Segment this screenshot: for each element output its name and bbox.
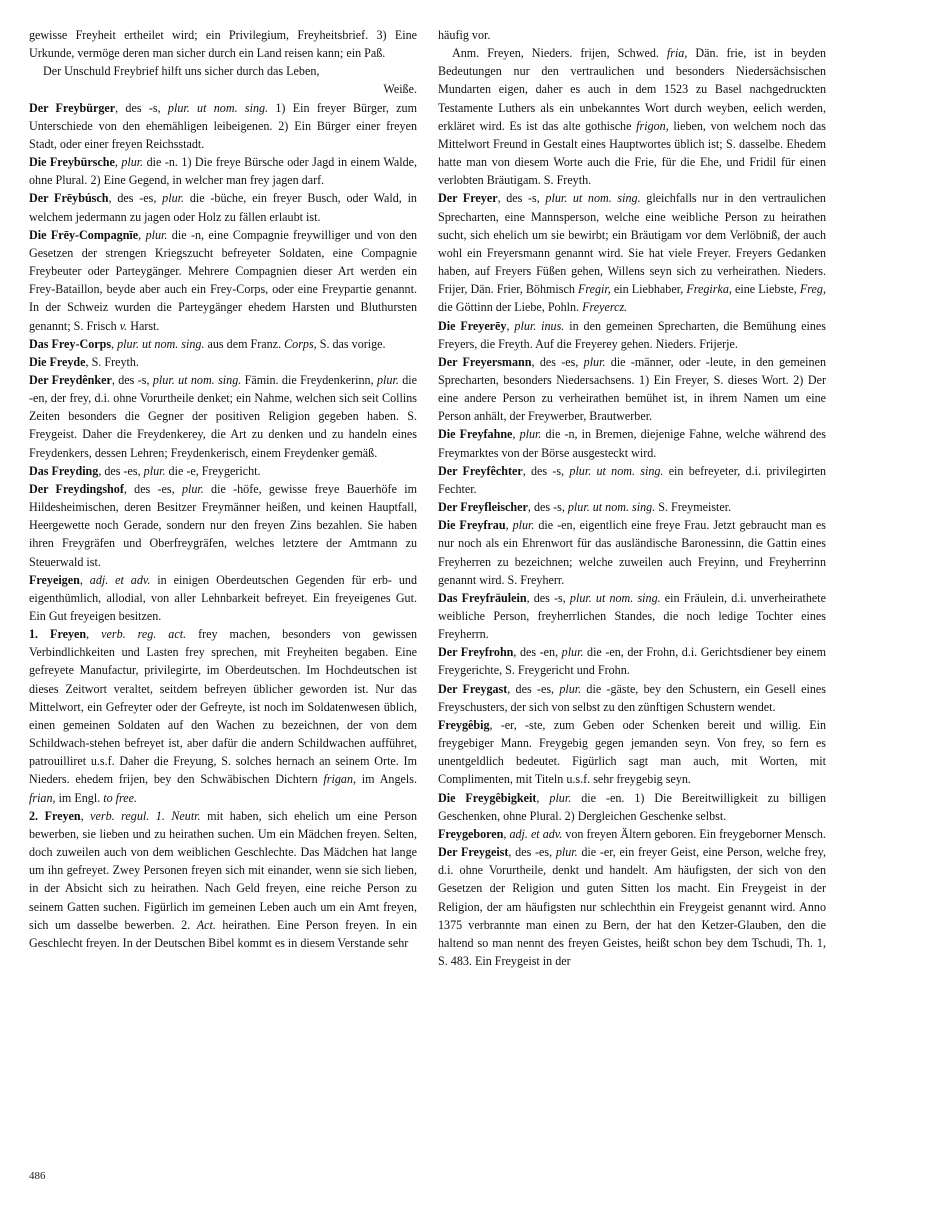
entry-text: aus dem Franz.: [204, 336, 285, 351]
entry-text: die -n, in Bremen, diejenige Fahne, welche während des Freymarktes von der Börse ausgesteckt wird.: [438, 427, 827, 460]
grammar-note: plur. ut nom. sing.: [545, 191, 641, 206]
dictionary-entry: [29, 625, 417, 807]
entry-text: heirathen. Eine Person freyen. In ein Geschlecht freyen. In der Deutschen Bibel kommt es in diesem Verstande sehr: [29, 917, 417, 950]
entry-text: , des -s,: [527, 500, 568, 515]
dictionary-entry: [438, 825, 826, 843]
left-column: [29, 26, 417, 1176]
dictionary-page: [29, 26, 826, 1176]
entry-text: die Göttinn der Liebe, Pohln.: [438, 300, 583, 315]
headword: Der Freybürger: [29, 100, 116, 115]
grammar-note: plur.: [512, 518, 535, 533]
grammar-note: v.: [119, 318, 128, 333]
entry-text: die -en. 1) Die Bereitwilligkeit zu billigen Geschenken, ohne Plural. 2) Dergleichen Geschenke selbst.: [438, 790, 826, 823]
dictionary-entry: [438, 716, 826, 789]
grammar-note: plur. ut nom. sing.: [117, 336, 205, 351]
entry-text: häufig vor.: [438, 28, 491, 42]
headword: Freygeboren: [438, 826, 504, 841]
page-number: 486: [29, 1170, 46, 1182]
headword: Der Freyfrohn: [438, 645, 514, 660]
dictionary-entry: [29, 189, 417, 225]
grammar-note: plur.: [561, 645, 584, 660]
entry-text: , -er, -ste, zum Geben oder Schenken bereit und willig. Ein freygebiger Mann. Freygebig gegen jemanden seyn. Von frey, so fern es unentgeldlich bedeutet. Figürlich sagt man auch, mit Worten, mit Complimenten, mit Titeln u.s.f. sehr freygebig seyn.: [438, 717, 826, 787]
grammar-note: plur.: [559, 681, 582, 696]
grammar-note: plur.: [181, 481, 204, 496]
entry-text: , des -es,: [508, 845, 556, 860]
grammar-note: plur. inus.: [514, 318, 565, 333]
dictionary-entry: [438, 516, 826, 589]
dictionary-entry: [29, 99, 417, 153]
entry-text: gewisse Freyheit ertheilet wird; ein Privilegium, Freyheitsbrief. 3) Eine Urkunde, vermöge deren man sicher durch ein Land reisen kann; ein Paß.: [29, 28, 417, 61]
dictionary-entry: [438, 680, 826, 716]
entry-text: die -en, der Frohn, d.i. Gerichtsdiener bey einem Freygerichte, S. Freygericht und Frohn.: [438, 645, 826, 678]
grammar-note: plur.: [583, 354, 606, 369]
grammar-note: adj. et adv.: [509, 826, 563, 841]
entry-text: gleichfalls nur in den vertraulichen Sprecharten, eine Mannsperson, welche eine weibliche Person zu heirathen sucht, sich ehelich um sie bewirbt; ein Bräutigam vor dem Verlöbniß, der auch wohl ein Freyersmann genannt wird. Sie hat viele Freyer. Freyers Gedanken haben, auf Freyers Füßen gehen, Willens seyn sich zu verheirathen. Nieders. Frijer, Dän. Frier, Böhmisch: [438, 191, 826, 297]
entry-text: die -gäste, bey den Schustern, ein Gesell eines Freyschusters, der sich von selbst zu den zünftigen Schustern wendet.: [438, 681, 826, 714]
entry-text: ,: [506, 318, 515, 333]
grammar-note: plur.: [145, 227, 168, 242]
grammar-note: plur. ut nom. sing.: [569, 463, 664, 478]
entry-text: Anm. Freyen, Nieders. frijen, Schwed.: [452, 46, 667, 61]
grammar-note: plur. ut nom. sing.: [567, 500, 656, 515]
headword: Das Freyfräulein: [438, 590, 527, 605]
grammar-note: plur. ut nom. sing.: [569, 590, 661, 605]
entry-text: , des -en,: [513, 645, 562, 660]
entry-text: ,: [114, 155, 122, 170]
grammar-note: Freyercz.: [582, 300, 628, 315]
headword: Der Freydênker: [29, 372, 112, 387]
headword: Das Freyding: [29, 463, 99, 478]
entry-text: ,: [512, 427, 520, 442]
entry-text: die -höfe, gewisse freye Bauerhöfe im Hildesheimischen, deren Besitzer Freymänner heißen, und keinen Hauptfall, Heergewette noch Gerade, sondern nur den freyen Zins bezahlen. Sie haben ihren Freygräfen und Oberfreygräfen, welches letztere der Amtmann zu Steuerwald ist.: [29, 481, 417, 569]
dictionary-entry: [438, 26, 826, 44]
entry-text: die -e, Freygericht.: [165, 463, 261, 478]
headword: Der Freydingshof: [29, 481, 124, 496]
entry-text: die -n, eine Compagnie freywilliger und von den Gesetzen der strengen Kriegszucht befreyeter Soldaten, eine Compagnie Freybeuter oder Parteygänger. Mehrere Compagnien dieser Art werden ein Frey-Bataillon, beyde aber auch ein Frey-Corps, oder eine Freypartie genannt. In der Schweiz wurden die Parteygänger ehedem Harsten und Bluthursten genannt; S. Frisch: [29, 227, 418, 333]
entry-text: die -en, eigentlich eine freye Frau. Jetzt gebraucht man es nur noch als ein Ehrenwort für das ausländische Baronessinn, die Gattin eines Freyherren zu bezeichnen; welche zuweilen auch Freyinn, und Freyherrinn genannt wird. S. Freyherr.: [438, 518, 826, 587]
entry-text: ein befreyeter, d.i. privilegirten Fechter.: [438, 463, 826, 496]
grammar-note: fria,: [666, 46, 688, 61]
dictionary-entry: [438, 462, 826, 498]
dictionary-entry: [29, 462, 417, 480]
headword: Die Freygêbigkeit: [438, 790, 537, 805]
grammar-note: verb. reg. act.: [101, 627, 187, 642]
entry-text: die -en, der frey, d.i. ohne Vorurtheile denket; ein Nahme, welchen sich seit Collins Zeiten besonders die Gegner der positiven Religion gegeben haben. S. Freygeist. Daher die Freydenkerey, die Art zu denken und zu handeln eines Freydenkers, dessen Lehren; Freydenkerisch, einem Freydenker gemäß.: [29, 372, 417, 460]
dictionary-entry: [29, 226, 417, 335]
entry-text: Dän. frie, ist in beyden Bedeutungen nur den vertraulichen und besonders Niedersächsischen Mundarten eigen, daher es auch in dem 1523 zu Basel nachgedruckten Testamente Luthers als ein unbekanntes Wort durch weyben, eelich werden, erkläret wird. Es ist das alte gothische: [438, 46, 826, 133]
headword: Der Freyfêchter: [438, 463, 523, 478]
grammar-note: plur.: [121, 155, 144, 170]
dictionary-entry: [438, 498, 826, 516]
entry-text: , des -s,: [111, 372, 153, 387]
entry-text: Fämin. die Freydenkerinn,: [241, 372, 377, 387]
entry-text: S. das vorige.: [316, 336, 386, 351]
dictionary-entry: [438, 189, 826, 316]
headword: Die Frēy-Compagnīe: [29, 227, 139, 242]
headword: Der Freyersmann: [438, 354, 532, 369]
dictionary-entry: [438, 589, 826, 643]
dictionary-entry: [29, 807, 417, 952]
right-column: [438, 26, 826, 1176]
dictionary-entry: [438, 789, 826, 825]
grammar-note: plur. ut nom. sing.: [167, 100, 269, 115]
dictionary-entry: [29, 26, 417, 62]
entry-text: ,: [503, 826, 510, 841]
headword: Der Freygast: [438, 681, 508, 696]
dictionary-entry: [29, 480, 417, 571]
dictionary-entry: [29, 62, 417, 80]
entry-text: , des -es,: [123, 481, 182, 496]
entry-text: 1) Ein freyer Bürger, zum Unterschiede von den ehemähligen leibeigenen. 2) Ein Bürger einer freyen Stadt, oder einer freyen Reichsstadt.: [29, 100, 418, 151]
entry-text: im Angels.: [356, 772, 417, 787]
headword: Die Freyfahne: [438, 427, 513, 442]
entry-text: , des -s,: [497, 191, 546, 206]
dictionary-entry: [438, 425, 826, 461]
headword: Die Freyde: [29, 354, 86, 369]
headword: Der Freyer: [438, 191, 498, 206]
entry-text: die -n. 1) Die freye Bürsche oder Jagd in einem Walde, ohne Plural. 2) Eine Gegend, in welcher man frey jagen darf.: [29, 155, 418, 188]
dictionary-entry: [438, 643, 826, 679]
entry-text: Harst.: [127, 318, 160, 333]
dictionary-entry: [438, 353, 826, 426]
headword: Das Frey-Corps: [29, 336, 112, 351]
dictionary-entry: [29, 571, 417, 625]
dictionary-entry: [438, 44, 826, 189]
entry-text: in den gemeinen Sprecharten, die Bemühung eines Freyers, die Freyth. Auf die Freyerey gehen. Nieders. Frijerje.: [438, 318, 826, 351]
headword: Die Freyerēy: [438, 318, 507, 333]
grammar-note: frigon,: [636, 118, 669, 133]
entry-text: , des -s,: [115, 100, 168, 115]
entry-text: die -männer, oder -leute, in den gemeinen Sprecharten, besonders Niedersachsens. 1) Ein Freyer, S. dieses Wort. 2) Der eine andere Person zu verheirathen bemühet ist, in ihrem Namen um eine Person anhält, der Freywerber, Brautwerber.: [438, 354, 826, 424]
grammar-note: plur.: [162, 191, 185, 206]
entry-text: ,: [111, 336, 118, 351]
grammar-note: plur.: [549, 790, 572, 805]
headword: Der Freygeist: [438, 845, 509, 860]
entry-text: , S. Freyth.: [85, 354, 139, 369]
entry-text: ein Liebhaber,: [610, 282, 687, 297]
grammar-note: plur.: [377, 372, 399, 387]
entry-text: S. Freymeister.: [655, 500, 732, 515]
entry-text: lieben, von welchem noch das Mittelwort Freund in Gestalt eines Hauptwortes üblich ist; S. dasselbe. Ehedem hatte man von diesem Worte auch die Frie, für die Ehe, und Fridil für einen verlobten Bräutigam. S. Freyth.: [438, 118, 826, 188]
grammar-note: Freg,: [799, 282, 826, 297]
headword: Der Frēybúsch: [29, 191, 109, 206]
entry-text: , des -s,: [526, 590, 570, 605]
entry-text: , des -s,: [522, 463, 570, 478]
headword: Freyeigen: [29, 572, 80, 587]
grammar-note: adj. et adv.: [89, 572, 151, 587]
grammar-note: plur.: [555, 845, 578, 860]
grammar-note: plur.: [143, 463, 166, 478]
grammar-note: to free.: [103, 790, 138, 805]
dictionary-entry: [438, 843, 826, 970]
headword: Der Freyfleischer: [438, 500, 528, 515]
dictionary-entry: [29, 153, 417, 189]
headword: 2. Freyen: [29, 808, 81, 823]
entry-text: ,: [86, 627, 102, 642]
entry-text: ,: [536, 790, 550, 805]
dictionary-entry: [29, 353, 417, 371]
grammar-note: Corps,: [284, 336, 317, 351]
entry-text: in einigen Oberdeutschen Gegenden für erb- und eigenthümlich, allodial, von aller Lehnbarkeit befreyet. Ein freyeigenes Gut. Ein Gut freyeigen besitzen.: [29, 572, 418, 623]
entry-text: ein Fräulein, d.i. unverheirathete weibliche Person, freyherrlichen Standes, die noch ledige Tochter eines Freyherrn.: [438, 590, 827, 642]
entry-text: eine Liebste,: [731, 282, 800, 297]
entry-text: von freyen Ältern geboren. Ein freygeborner Mensch.: [562, 826, 826, 841]
grammar-note: verb. regul. 1. Neutr.: [90, 808, 201, 823]
entry-text: die -büche, ein freyer Busch, oder Wald, in welchem jedermann zu jagen oder Holz zu fällen erlaubt ist.: [29, 191, 417, 224]
grammar-note: Fregirka,: [686, 282, 732, 297]
headword: 1. Freyen: [29, 627, 87, 642]
headword: Die Freyfrau: [438, 518, 506, 533]
entry-text: ,: [138, 227, 146, 242]
headword: Freygêbig: [438, 717, 490, 732]
dictionary-entry: [438, 317, 826, 353]
grammar-note: plur. ut nom. sing.: [152, 372, 242, 387]
entry-text: Der Unschuld Freybrief hilft uns sicher durch das Leben,: [43, 64, 320, 79]
dictionary-entry: [29, 371, 417, 462]
entry-text: im Engl.: [55, 790, 104, 805]
entry-text: mit haben, sich ehelich um eine Person bewerben, sie lieben und zu heirathen suchen. Um ein Mädchen freyen. Selten, doch zuweilen auch von dem weiblichen Geschlechte. Das Mädchen hat lange um ihn gefreyet. Zwey Personen freyen sich mit einander, wenn sie sich lieben, in der Absicht sich zu heirathen. Nach Geld freyen, eine reiche Person zu seinem Gatten suchen. Figürlich im gemeinen Leben auch um ein Amt freyen, sich um dasselbe bewerben. 2.: [29, 808, 418, 932]
entry-text: ,: [80, 808, 91, 823]
entry-text: , des -es,: [507, 681, 560, 696]
dictionary-entry: [29, 335, 417, 353]
grammar-note: Fregir,: [577, 282, 611, 297]
grammar-note: Act.: [196, 917, 216, 932]
entry-text: ,: [79, 572, 90, 587]
entry-text: , des -es,: [531, 354, 584, 369]
entry-text: Weiße.: [383, 82, 417, 97]
dictionary-entry: [29, 80, 417, 98]
grammar-note: frian,: [29, 790, 56, 805]
entry-text: , des -es,: [98, 463, 144, 478]
entry-text: die -er, ein freyer Geist, eine Person, welche frey, d.i. ohne Vorurtheile, denkt und handelt. Am häufigsten, der sich von den Gesetzen der Religion und guten Sitten los macht. Ein Freygeist in der Religion, der am häufigsten nur schlechthin ein Freygeist genannt wird. Anno 1375 verbrannte man einen zu Bern, der hat den Ketzer-Glauben, den die haltend so man nennt des freyen Geistes, heißt schon bey dem Tschudi, Th. 1, S. 483. Ein Freygeist in der: [438, 845, 827, 968]
headword: Die Freybürsche: [29, 155, 115, 170]
grammar-note: frigan,: [323, 772, 357, 787]
entry-text: , des -es,: [108, 191, 163, 206]
entry-text: frey machen, besonders von gewissen Verbindlichkeiten und Lasten frey sprechen, mit Freyheiten begaben. Eine gefreyete Manufactur, privilegirte, im Oberdeutschen. Im Hochdeutschen ist dieses Zeitwort veraltet, seitdem befreyen üblicher geworden ist. Nur das Mittelwort, ein Gefreyter oder der Gefreyte, ist noch im Soldatenwesen üblich, einen gemeinen Soldaten auf den Wachen zu bezeichnen, der von dem Schildwach-stehen befreyet ist, aber dafür die andern Schildwachen aufführet, patrouilliret u.s.f. Daher die Freyung, S. solches hernach an seinem Orte. Im Nieders. ehedem frijen, bey den Schwäbischen Dichtern: [29, 627, 417, 787]
entry-text: ,: [505, 518, 513, 533]
grammar-note: plur.: [519, 427, 542, 442]
